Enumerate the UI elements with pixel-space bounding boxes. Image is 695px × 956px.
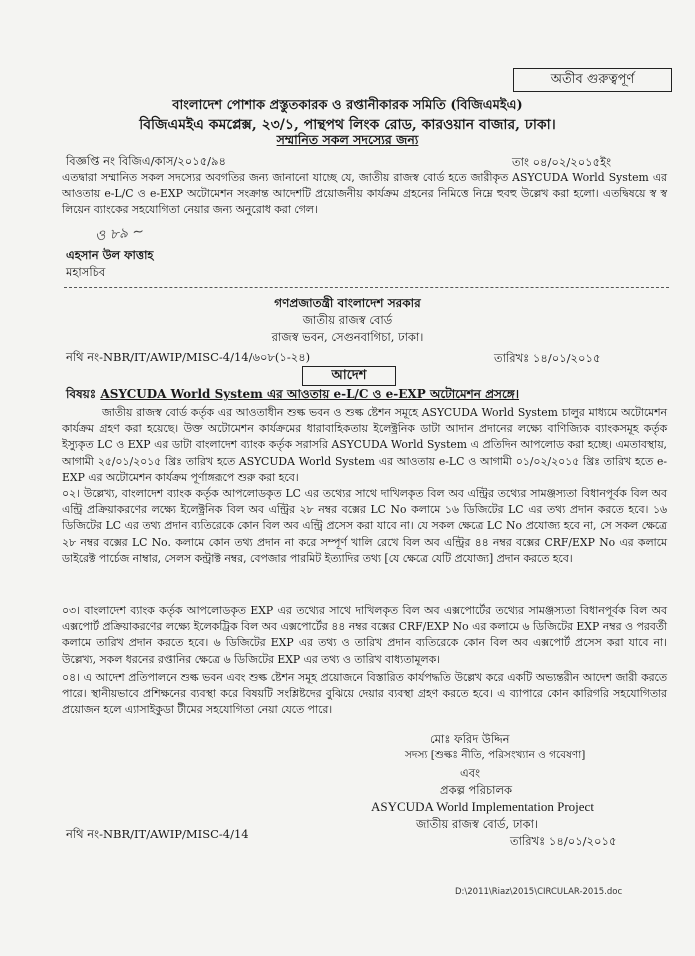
notice-signatory: এহসান উল ফাত্তাহ [66, 248, 154, 262]
priority-stamp: অতীব গুরুত্বপূর্ণ [513, 68, 672, 92]
order-paragraph-3: ০৩। বাংলাদেশ ব্যাংক কর্তৃক আপলোডকৃত EXP এর তথ্যের সাথে দাখিলকৃত বিল অব এক্সপোর্টের তথ্যের সামঞ্জস্যতা বিধানপূর্বক বিল অব এক্সপোর্ট প্রক্রিয়াকরণের লক্ষ্যে ইলেকট্রিক বিল অব এক্সপোর্টের ৪৪ নম্বর বক্সের CRF/EXP No এর কলামে ৬ ডিজিটের EXP নম্বর ও পরবর্তী কলামে তারিখ প্রদান করতে হবে। ৬ ডিজিটের EXP এর তথ্য ও তারিখ প্রদান ব্যতিরেকে কোন বিল অব এক্সপোর্ট প্রসেস করা যাবে না। উল্লেখ্য, সকল ধরনের রপ্তানির ক্ষেত্রে ৬ ডিজিটের EXP এর তথ্য ও তারিখ বাধ্যতামূলক। [62, 604, 667, 666]
order-heading: আদেশ [302, 366, 396, 386]
signer-role-2: প্রকল্প পরিচালক [440, 783, 513, 797]
subject-label: বিষয়ঃ [66, 387, 97, 401]
addressee-text: সম্মানিত সকল সদস্যের জন্য [276, 132, 419, 147]
govt-board: জাতীয় রাজস্ব বোর্ড [302, 313, 393, 327]
signer-date: তারিখঃ ১৪/০১/২০১৫ [510, 834, 617, 848]
notice-designation: মহাসচিব [66, 265, 106, 279]
order-paragraph-1: জাতীয় রাজস্ব বোর্ড কর্তৃক এর আওতাধীন শুল্ক ভবন ও শুল্ক ষ্টেশন সমূহে ASYCUDA World System চালুর মাধ্যমে অটোমেশন কার্যক্রম গ্রহণ করা হয়েছে। উক্ত অটোমেশন কার্যক্রমের ধারাবাহিকতায় ইলেক্ট্রনিক ডাটা আদান প্রদানের লক্ষ্যে বাণিজ্যিক ব্যাংকসমূহ কর্তৃক ইস্যুকৃত LC ও EXP এর ডাটা বাংলাদেশ ব্যাংক কর্তৃক সরাসরি ASYCUDA World System এ প্রতিদিন আপলোড করা হচ্ছে। এমতাবস্থায়, আগামী ২৫/০১/২০১৫ খ্রিঃ তারিখ হতে ASYCUDA World System এর আওতায় e-LC ও আগামী ০১/০২/২০১৫ খ্রিঃ তারিখ হতে e-EXP এর অটোমেশন কার্যক্রম পূর্ণাঙ্গরূপে শুরু করা হবে। [62, 406, 667, 484]
signer-board: জাতীয় রাজস্ব বোর্ড, ঢাকা। [416, 817, 539, 831]
govt-address: রাজস্ব ভবন, সেগুনবাগিচা, ঢাকা। [271, 330, 424, 344]
govt-file-no: নথি নং-NBR/IT/AWIP/MISC-4/14/৬০৮(১-২৪) [66, 350, 311, 364]
order-subject [66, 386, 519, 406]
govt-name: গণপ্রজাতন্ত্রী বাংলাদেশ সরকার [274, 296, 421, 310]
bottom-file-no: নথি নং-NBR/IT/AWIP/MISC-4/14 [66, 827, 249, 841]
subject-text: ASYCUDA World System এর আওতায় e-L/C ও e-EXP অটোমেশন প্রসঙ্গে। [100, 387, 520, 401]
notice-body: এতদ্বারা সম্মানিত সকল সদস্যের অবগতির জন্য জানানো যাচ্ছে যে, জাতীয় রাজস্ব বোর্ড হতে জারীকৃত ASYCUDA World System এর আওতায় e-L/C ও e-EXP অটোমেশন সংক্রান্ত আদেশটি প্রয়োজনীয় কার্যক্রম গ্রহনের নিমিত্তে নিম্নে হুবহু উল্লেখ করা হলো। এতদ্বিষয়ে স্ব স্ব লিয়েন ব্যাংকের সহযোগিতা নেয়ার জন্য অনুরোধ করা গেল। [62, 171, 667, 217]
addressee-line [0, 132, 695, 152]
separator-line [64, 287, 669, 288]
notice-ref: বিজ্ঞপ্তি নং বিজিএ/কাস/২০১৫/৯৪ [66, 154, 226, 168]
notice-date: তাং ০৪/০২/২০১৫ইং [512, 155, 612, 169]
footer-file-path: D:\2011\Riaz\2015\CIRCULAR-2015.doc [455, 887, 623, 897]
handwritten-signature: ও ৮৯ ~ [94, 223, 145, 245]
order-paragraph-4: ০৪। এ আদেশ প্রতিপালনে শুল্ক ভবন এবং শুল্ক ষ্টেশন সমূহ প্রয়োজনে বিস্তারিত কার্যপদ্ধতি উল্লেখ করে একটি অভ্যন্তরীন আদেশ জারী করতে পারে। স্থানীয়ভাবে প্রশিক্ষনের ব্যবস্থা করে বিষয়টি সংশ্লিষ্টদের বুঝিয়ে দেয়ার ব্যবস্থা গ্রহণ করতে হবে। এ ব্যাপারে কোন কারিগরি সহযোগিতার প্রয়োজন হলে এ্যাসাইকুডা টীমের সহযোগিতা নেয়া যেতে পারে। [62, 671, 667, 717]
govt-date: তারিখঃ ১৪/০১/২০১৫ [494, 351, 601, 365]
signer-role: সদস্য [শুল্কঃ নীতি, পরিসংখ্যান ও গবেষণা] [405, 749, 586, 761]
signer-project: ASYCUDA World Implementation Project [371, 799, 594, 814]
signer-and: এবং [460, 766, 481, 780]
order-paragraph-2: ০২। উল্লেখ্য, বাংলাদেশ ব্যাংক কর্তৃক আপলোডকৃত LC এর তথ্যের সাথে দাখিলকৃত বিল অব এন্ট্রির তথ্যের সামঞ্জস্যতা বিধানপূর্বক বিল অব এন্ট্রি প্রক্রিয়াকরণের লক্ষ্যে ইলেক্ট্রনিক বিল অব এন্ট্রির ২৮ নম্বর বক্সের LC No কলামে ১৬ ডিজিটের LC এর তথ্য প্রদান করতে হবে। ১৬ ডিজিটের LC এর তথ্য প্রদান ব্যতিরেকে কোন বিল অব এন্ট্রি প্রসেস করা যাবে না। যে সকল ক্ষেত্রে LC No প্রযোজ্য হবে না, সে সকল ক্ষেত্রে ২৮ নম্বর বক্সের LC No. কলামে কোন তথ্য প্রদান না করে সম্পূর্ণ খালি রেখে বিল অব এন্ট্রির ৪৪ নম্বর বক্সের CRF/EXP No এর কলামে ডাইরেক্ট পার্চেজ নাম্বার, সেলস কন্ট্রাক্ট নম্বর, বেপজার পারমিট ইত্যাদির তথ্য [যে ক্ষেত্রে যেটি প্রযোজ্য] প্রদান করতে হবে। [62, 487, 667, 565]
signer-name: মোঃ ফরিদ উদ্দিন [430, 732, 510, 746]
org-name: বাংলাদেশ পোশাক প্রস্তুতকারক ও রপ্তানীকারক সমিতি (বিজিএমইএ) [172, 98, 523, 113]
org-address: বিজিএমইএ কমপ্লেক্স, ২৩/১, পান্থপথ লিংক রোড, কারওয়ান বাজার, ঢাকা। [139, 117, 556, 133]
